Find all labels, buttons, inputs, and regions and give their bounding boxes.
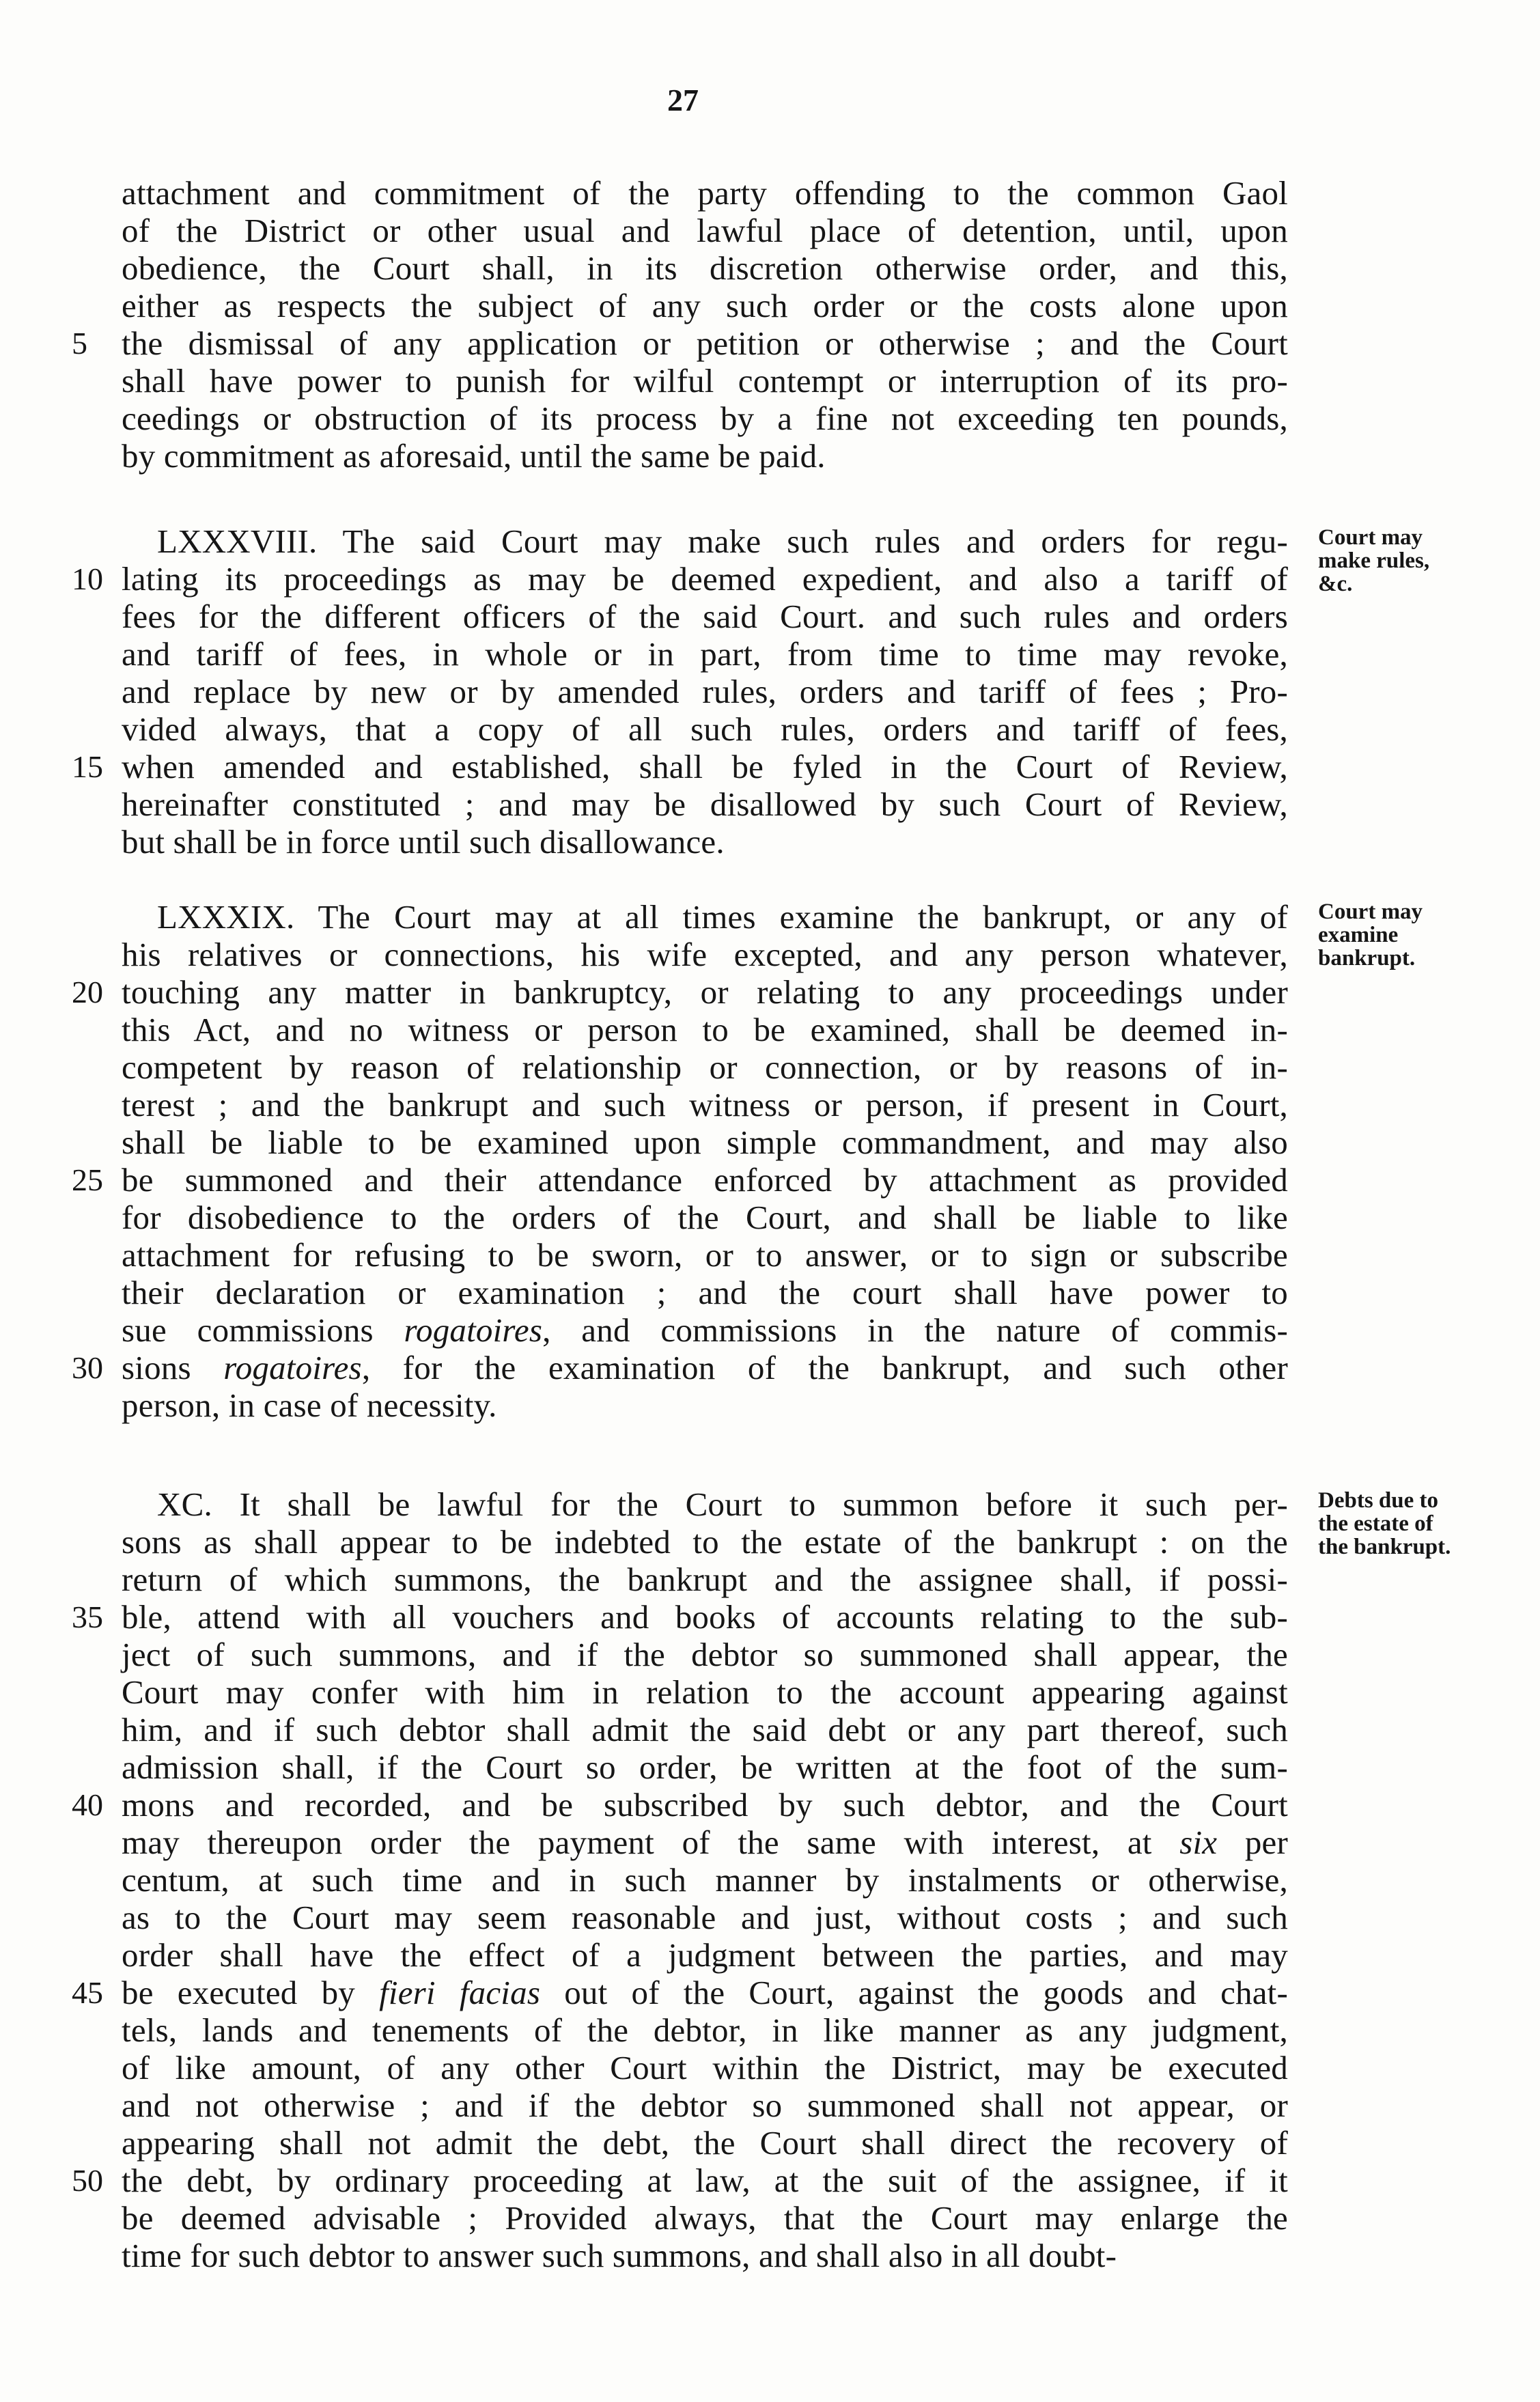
text-line: obedience, the Court shall, in its discretion otherwise order, and this,	[122, 249, 1288, 287]
text-line: ject of such summons, and if the debtor so summoned shall appear, the	[122, 1636, 1288, 1673]
line-number: 5	[72, 326, 87, 361]
text-line: of like amount, of any other Court within the District, may be executed	[122, 2049, 1288, 2086]
text-line: touching any matter in bankruptcy, or relating to any proceedings under	[122, 973, 1288, 1011]
text-line: be deemed advisable ; Provided always, that the Court may enlarge the	[122, 2199, 1288, 2237]
page-number: 27	[667, 83, 699, 117]
text-line: the debt, by ordinary proceeding at law, at the suit of the assignee, if it	[122, 2162, 1288, 2199]
text-line: LXXXIX. The Court may at all times examine the bankrupt, or any of	[157, 898, 1288, 936]
text-line: time for such debtor to answer such summons, and shall also in all doubt-	[122, 2237, 1117, 2274]
text-line: when amended and established, shall be fyled in the Court of Review,	[122, 748, 1288, 785]
text-line: return of which summons, the bankrupt and the assignee shall, if possi-	[122, 1561, 1288, 1598]
line-number: 35	[72, 1600, 103, 1634]
text-line: be summoned and their attendance enforced by attachment as provided	[122, 1161, 1288, 1199]
text-line: LXXXVIII. The said Court may make such rules and orders for regu-	[157, 522, 1288, 560]
text-line: shall have power to punish for wilful contempt or interruption of its pro-	[122, 362, 1288, 400]
text-line: order shall have the effect of a judgment between the parties, and may	[122, 1936, 1288, 1974]
text-line: him, and if such debtor shall admit the said debt or any part thereof, such	[122, 1711, 1288, 1748]
text-line: ceedings or obstruction of its process by a fine not exceeding ten pounds,	[122, 400, 1288, 437]
text-line: by commitment as aforesaid, until the same be paid.	[122, 437, 826, 475]
text-line: may thereupon order the payment of the same with interest, at six per	[122, 1824, 1288, 1861]
margin-note	[1318, 1489, 1516, 1559]
text-line: hereinafter constituted ; and may be disallowed by such Court of Review,	[122, 785, 1288, 823]
text-line: the dismissal of any application or petition or otherwise ; and the Court	[122, 324, 1288, 362]
text-line: and replace by new or by amended rules, orders and tariff of fees ; Pro-	[122, 673, 1288, 710]
text-line: lating its proceedings as may be deemed expedient, and also a tariff of	[122, 560, 1288, 598]
margin-note-line: Court may	[1318, 899, 1423, 924]
text-line: shall be liable to be examined upon simple commandment, and may also	[122, 1123, 1288, 1161]
margin-note-line: &c.	[1318, 572, 1353, 596]
text-line: competent by reason of relationship or connection, or by reasons of in-	[122, 1048, 1288, 1086]
line-number: 30	[72, 1350, 103, 1385]
text-line: his relatives or connections, his wife excepted, and any person whatever,	[122, 936, 1288, 973]
text-line: tels, lands and tenements of the debtor, in like manner as any judgment,	[122, 2011, 1288, 2049]
text-line: of the District or other usual and lawful place of detention, until, upon	[122, 212, 1288, 249]
text-line: sons as shall appear to be indebted to the estate of the bankrupt : on the	[122, 1523, 1288, 1561]
line-number: 25	[72, 1162, 103, 1197]
line-number: 15	[72, 749, 103, 784]
text-line: be executed by fieri facias out of the Court, against the goods and chat-	[122, 1974, 1288, 2011]
text-line: either as respects the subject of any such order or the costs alone upon	[122, 287, 1288, 324]
text-line: this Act, and no witness or person to be examined, shall be deemed in-	[122, 1011, 1288, 1048]
margin-note	[1318, 900, 1516, 970]
text-line: ble, attend with all vouchers and books of accounts relating to the sub-	[122, 1598, 1288, 1636]
text-line: terest ; and the bankrupt and such witness or person, if present in Court,	[122, 1086, 1288, 1123]
margin-note-line: Debts due to	[1318, 1488, 1439, 1513]
margin-note-line: the estate of	[1318, 1511, 1433, 1536]
line-number: 40	[72, 1787, 103, 1822]
line-number: 50	[72, 2163, 103, 2198]
text-line: sions rogatoires, for the examination of the bankrupt, and such other	[122, 1349, 1288, 1386]
text-line: XC. It shall be lawful for the Court to summon before it such per-	[157, 1485, 1288, 1523]
margin-note-line: bankrupt.	[1318, 946, 1416, 970]
text-line: mons and recorded, and be subscribed by such debtor, and the Court	[122, 1786, 1288, 1824]
line-number: 45	[72, 1975, 103, 2010]
text-line: attachment for refusing to be sworn, or to answer, or to sign or subscribe	[122, 1236, 1288, 1274]
margin-note-line: Court may	[1318, 525, 1423, 550]
text-line: as to the Court may seem reasonable and just, without costs ; and such	[122, 1899, 1288, 1936]
text-line: sue commissions rogatoires, and commissions in the nature of commis-	[122, 1311, 1288, 1349]
margin-note-line: the bankrupt.	[1318, 1535, 1451, 1559]
margin-note-line: make rules,	[1318, 548, 1430, 573]
text-line: attachment and commitment of the party offending to the common Gaol	[122, 174, 1288, 212]
line-number: 20	[72, 975, 103, 1009]
margin-note-line: examine	[1318, 923, 1399, 947]
text-line: centum, at such time and in such manner by instalments or otherwise,	[122, 1861, 1288, 1899]
text-line: and tariff of fees, in whole or in part, from time to time may revoke,	[122, 635, 1288, 673]
text-line: appearing shall not admit the debt, the Court shall direct the recovery of	[122, 2124, 1288, 2162]
text-line: but shall be in force until such disallowance.	[122, 823, 725, 861]
text-line: fees for the different officers of the said Court. and such rules and orders	[122, 598, 1288, 635]
text-line: vided always, that a copy of all such rules, orders and tariff of fees,	[122, 710, 1288, 748]
text-line: person, in case of necessity.	[122, 1386, 497, 1424]
text-line: Court may confer with him in relation to the account appearing against	[122, 1673, 1288, 1711]
text-line: their declaration or examination ; and the court shall have power to	[122, 1274, 1288, 1311]
text-line: and not otherwise ; and if the debtor so summoned shall not appear, or	[122, 2086, 1288, 2124]
line-number: 10	[72, 561, 103, 596]
text-line: admission shall, if the Court so order, be written at the foot of the sum-	[122, 1748, 1288, 1786]
margin-note	[1318, 526, 1516, 596]
text-line: for disobedience to the orders of the Court, and shall be liable to like	[122, 1199, 1288, 1236]
